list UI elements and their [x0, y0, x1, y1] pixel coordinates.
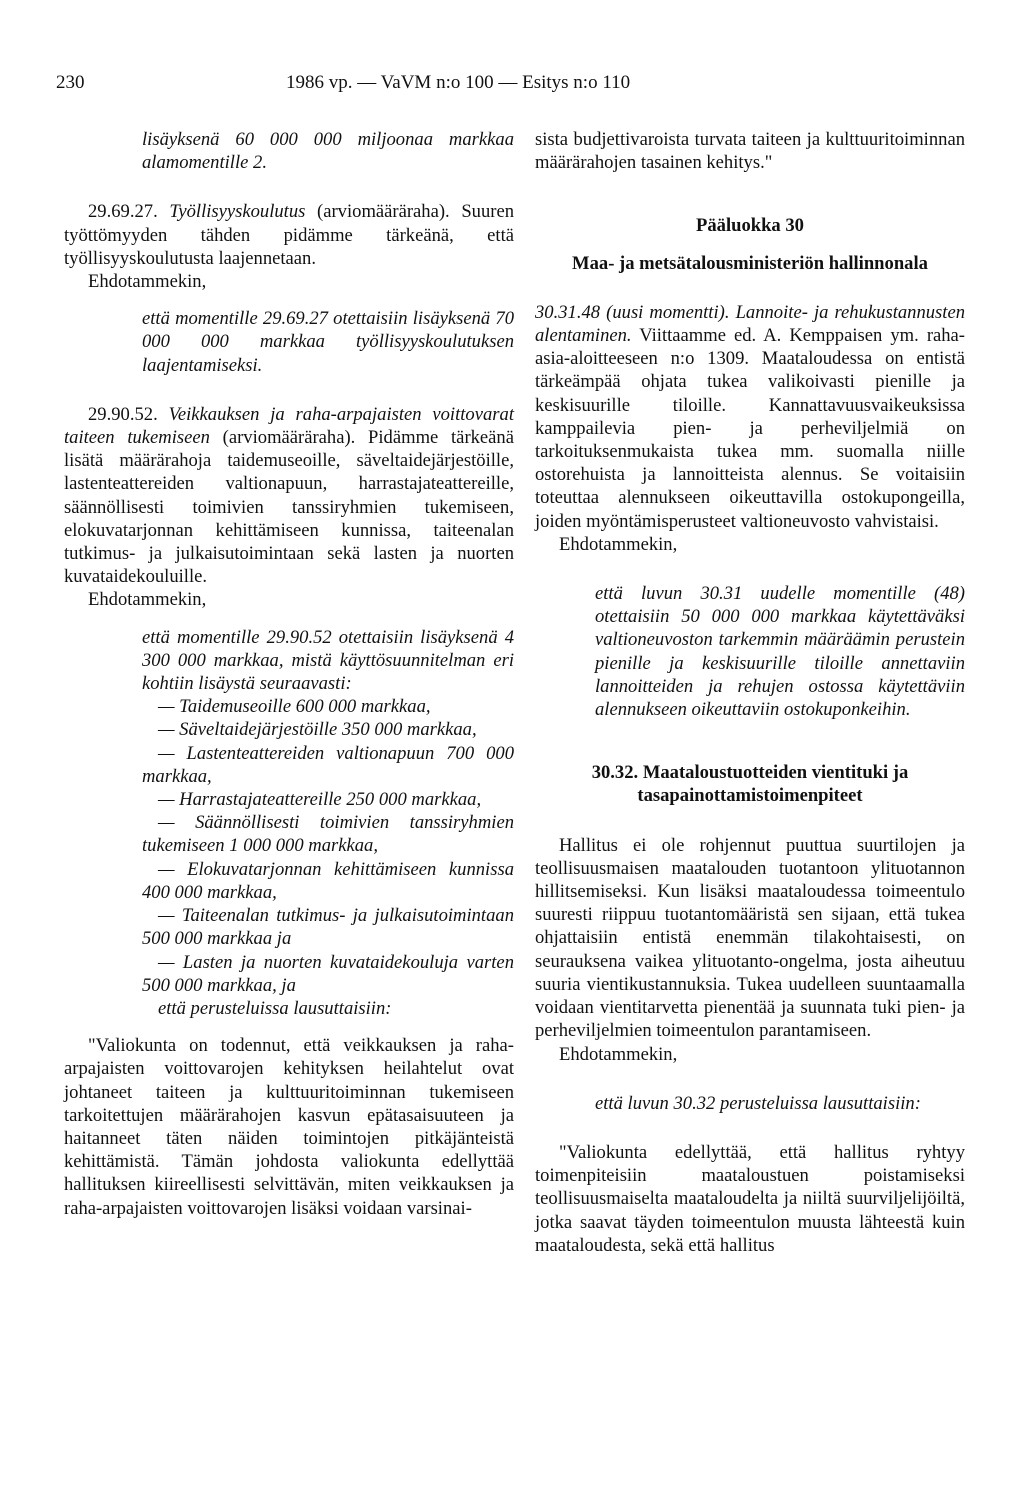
- proposal-29-69-27: että momentille 29.69.27 otettaisiin lisäyksenä 70 000 000 markkaa työllisyyskoulutuksen laajentamiseksi.: [142, 308, 514, 376]
- section-subtitle: Maa- ja metsätalousministeriön hallinnonala: [572, 252, 928, 274]
- allocation-item: — Taidemuseoille 600 000 markkaa,: [158, 696, 431, 718]
- proposal-end: että perusteluissa lausuttaisiin:: [158, 997, 392, 1019]
- proposal-intro: että momentille 29.90.52 otettaisiin lisäyksenä 4 300 000 markkaa, mistä käyttösuunnitelman eri kohtiin lisäystä seuraavasti:: [142, 626, 514, 695]
- section-title: Pääluokka 30: [696, 215, 804, 237]
- page-number: 230: [56, 72, 85, 93]
- allocation-item: — Taiteenalan tutkimus- ja julkaisutoimintaan 500 000 markkaa ja: [142, 905, 514, 950]
- left-column: [64, 128, 514, 1220]
- allocation-item: — Elokuvatarjonnan kehittämiseen kunnissa 400 000 markkaa,: [142, 858, 514, 903]
- continued-proposal: lisäyksenä 60 000 000 miljoonaa markkaa alamomentille 2.: [142, 129, 514, 174]
- item-30-31-48: 30.31.48 (uusi momentti). Lannoite- ja rehukustannusten alentaminen. Viittaamme ed. A. Kemppaisen ym. raha-asia-aloitteeseen n:o 1309. Maataloudessa on entistä tärkeämpää ohjata tukea valikoivasti pienille ja keskisuurille tiloille. Kannattavuusvaikeuksissa kamppailevia pien- ja perheviljelmiä on tarkoituksenmukaista tukea mm. suomalla niille ostorehuista ja lannoitteista alennus. Se voitaisiin toteuttaa alennukseen oikeuttavilla ostokupongeilla, joiden myöntämisperusteet valtioneuvosto vahvistaisi.: [535, 301, 965, 532]
- paragraph-30-32: Hallitus ei ole rohjennut puuttua suurtilojen ja teollisuusmaisen maatalouden tuotantoon ylituotannon hillitsemiseksi. Kun lisäksi maataloudessa toimeentulo suuresti riippuu tuotantomääristä sen sijaan, että tukea ohjattaisiin entistä enemmän tilakohtaisesti, on seurauksena vaikea ylituotanto-ongelma, josta aiheutuu suuria vientikustannuksia. Tukea uudelleen suuntaamalla voidaan vientitarvetta pienentää ja suunnata tuki pien- ja perheviljelmien toimeentulon parantamiseen.: [535, 834, 965, 1042]
- propose-label: Ehdotammekin,: [559, 533, 678, 555]
- allocation-item: — Lastenteattereiden valtionapuun 700 000 markkaa,: [142, 742, 514, 787]
- running-head: 1986 vp. — VaVM n:o 100 — Esitys n:o 110: [286, 72, 631, 93]
- proposal-29-90-52: [64, 626, 514, 1020]
- chapter-heading: 30.32. Maataloustuotteiden vientituki ja tasapainottamistoimenpiteet: [591, 762, 909, 807]
- allocation-item: — Harrastajateattereille 250 000 markkaa,: [158, 789, 482, 811]
- committee-quote: "Valiokunta edellyttää, että hallitus ryhtyy toimenpiteisiin maataloustuen poistamiseksi teollisuusmaiselta maataloudelta ja niiltä suurviljelijöiltä, jotka saavat täyden toimeentulon muusta lähteestä kuin maataloudesta, sekä että hallitus: [535, 1141, 965, 1256]
- page-header: [56, 72, 968, 96]
- committee-quote: "Valiokunta on todennut, että veikkauksen ja raha-arpajaisten voittovarojen kehityksen heilahtelut ovat johtaneet taiteen ja kulttuuritoiminnan tukemiseen tarkoitettujen määrärahojen kasvun epätasaisuuteen ja haitanneet täten näiden toimintojen pitkäjänteistä kehittämistä. Tämän johdosta valiokunta edellyttää hallituksen kiireellisesti selvittävän, miten veikkauksen ja raha-arpajaisten voittovarojen lisäksi voidaan varsinai-: [64, 1035, 514, 1219]
- propose-label: Ehdotammekin,: [88, 271, 207, 293]
- allocation-item: — Lasten ja nuorten kuvataidekouluja varten 500 000 markkaa, ja: [142, 951, 514, 996]
- proposal-30-32: että luvun 30.32 perusteluissa lausuttaisiin:: [595, 1092, 921, 1114]
- allocation-item: — Säveltaidejärjestöille 350 000 markkaa,: [158, 719, 477, 741]
- right-column: [535, 128, 965, 1257]
- item-29-69-27: 29.69.27. Työllisyyskoulutus (arviomääräraha). Suuren työttömyyden tähden pidämme tärkeänä, että työllisyyskoulutusta laajennetaan.: [64, 201, 515, 269]
- proposal-30-31: että luvun 30.31 uudelle momentille (48) otettaisiin 50 000 000 markkaa käytettäväksi valtioneuvoston tarkemmin määräämin perustein pienille ja keskisuurille tiloille annettaviin lannoitteiden ja rehujen ostossa käytettäviin alennukseen oikeuttaviin ostokuponkeihin.: [595, 583, 965, 721]
- propose-label: Ehdotammekin,: [559, 1043, 678, 1065]
- propose-label: Ehdotammekin,: [88, 589, 207, 611]
- item-29-90-52: 29.90.52. Veikkauksen ja raha-arpajaisten voittovarat taiteen tukemiseen (arviomääräraha). Pidämme tärkeänä lisätä määrärahoja taidemuseoille, säveltaidejärjestöille, lastenteattereiden valtionapuun, harrastajateattereille, säännöllisesti toimivien tanssiryhmien tukemiseen, elokuvatarjonnan kehittämiseen kunnissa, taiteenalan tutkimus- ja julkaisutoimintaan sekä lasten ja nuorten kuvataidekouluille.: [64, 403, 514, 588]
- continued-quote: sista budjettivaroista turvata taiteen ja kulttuuritoiminnan määrärahojen tasainen kehitys.": [535, 129, 965, 174]
- allocation-item: — Säännöllisesti toimivien tanssiryhmien tukemiseen 1 000 000 markkaa,: [142, 812, 514, 857]
